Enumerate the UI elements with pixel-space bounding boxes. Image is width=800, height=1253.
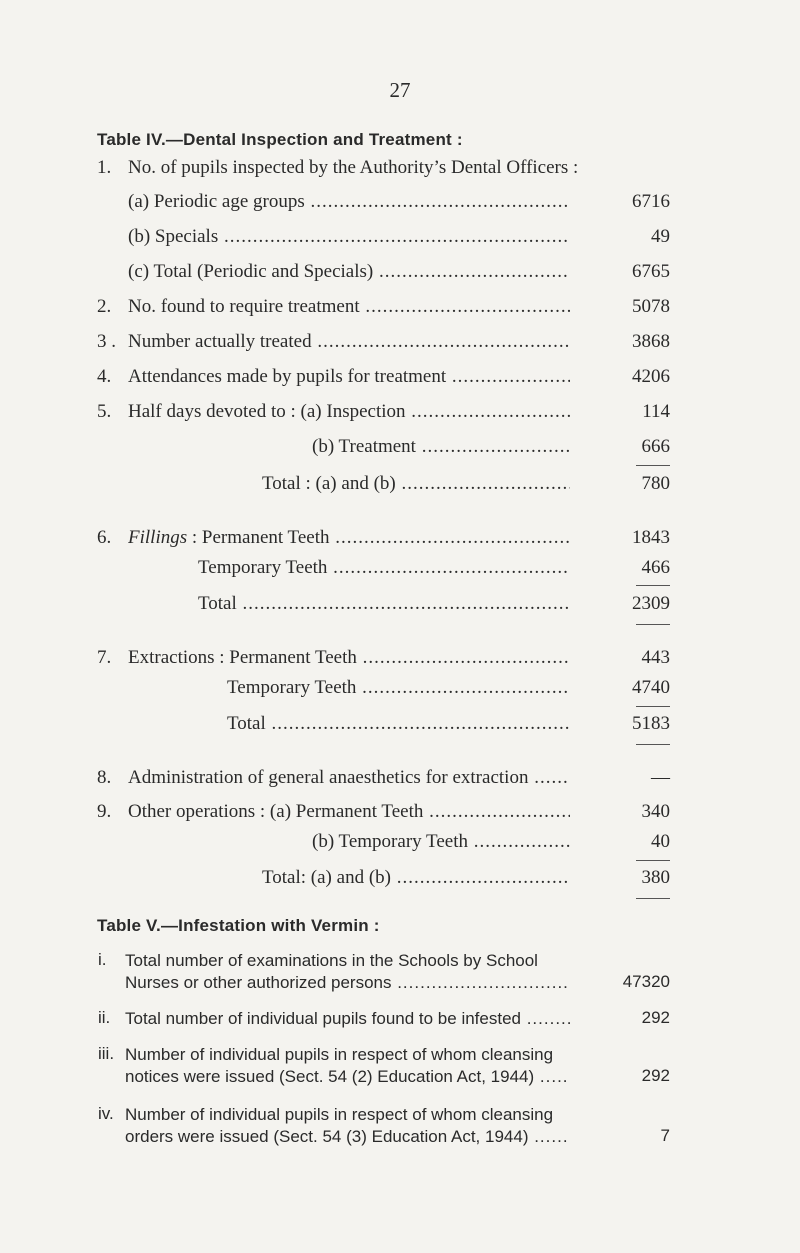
item-6-sum-rule	[636, 585, 670, 586]
item-3-label: Number actually treated .....	[128, 330, 570, 354]
item-6-total-rule	[636, 624, 670, 625]
item-6-temporary-label: Temporary Teeth .....	[198, 556, 570, 580]
item-iv-value: 7	[660, 1126, 670, 1145]
item-i-line2: Nurses or other authorized persons .....	[125, 972, 570, 994]
item-2-label: No. found to require treatment .....	[128, 295, 570, 319]
item-5-total-label: Total : (a) and (b) .....	[262, 472, 570, 496]
item-1c-row	[0, 260, 800, 284]
item-9-total-rule	[636, 898, 670, 899]
item-6-label-rest: : Permanent Teeth	[187, 527, 330, 548]
item-7-temporary-label: Temporary Teeth .....	[227, 676, 570, 700]
item-3-row	[0, 330, 800, 354]
item-8-value: —	[651, 767, 670, 788]
item-6-label	[128, 526, 570, 550]
item-5-label: Half days devoted to : (a) Inspection .....	[128, 400, 570, 424]
table-iv-title: Table IV.—Dental Inspection and Treatment :	[97, 130, 463, 149]
item-5-total-row	[0, 472, 800, 496]
item-5-total-value: 780	[641, 473, 670, 494]
item-6-row	[0, 526, 800, 550]
item-4-value: 4206	[632, 366, 670, 387]
item-2-row	[0, 295, 800, 319]
item-i-text	[125, 950, 595, 994]
item-5b-value: 666	[641, 436, 670, 457]
item-i-value: 47320	[622, 972, 670, 991]
item-i-line1: Total number of examinations in the Schools by School	[125, 951, 538, 970]
item-7-sum-rule	[636, 706, 670, 707]
item-iii-text	[125, 1044, 595, 1088]
item-iii-line1: Number of individual pupils in respect of whom cleansing	[125, 1045, 554, 1064]
item-ii-value: 292	[641, 1008, 670, 1027]
item-1-row	[0, 156, 800, 180]
item-9-number: 9.	[97, 801, 112, 822]
item-ii-text	[125, 1008, 595, 1030]
item-7-total-value: 5183	[632, 713, 670, 734]
item-9-total-value: 380	[641, 867, 670, 888]
item-6-number: 6.	[97, 527, 112, 548]
item-6-total-row	[0, 592, 800, 616]
item-1b-value: 49	[651, 226, 670, 247]
item-ii-line1: Total number of individual pupils found to be infested .....	[125, 1008, 570, 1030]
item-7-total-label: Total .....	[227, 712, 570, 736]
item-8-number: 8.	[97, 767, 112, 788]
item-5-row	[0, 400, 800, 424]
item-5-value: 114	[642, 401, 670, 422]
item-1-number: 1.	[97, 157, 112, 178]
item-9b-label: (b) Temporary Teeth .....	[312, 830, 570, 854]
item-9-value: 340	[641, 801, 670, 822]
item-7-temporary-value: 4740	[632, 677, 670, 698]
item-7-total-rule	[636, 744, 670, 745]
item-ii-number: ii.	[98, 1008, 111, 1027]
item-9-total-label: Total: (a) and (b) .....	[262, 866, 570, 890]
item-7-value: 443	[641, 647, 670, 668]
item-1a-value: 6716	[632, 191, 670, 212]
item-6-temporary-row	[0, 556, 800, 580]
item-9-total-row	[0, 866, 800, 890]
item-iv-line1: Number of individual pupils in respect of whom cleansing	[125, 1105, 554, 1124]
item-iii-value: 292	[641, 1066, 670, 1085]
item-4-row	[0, 365, 800, 389]
item-9-sum-rule	[636, 860, 670, 861]
item-8-label: Administration of general anaesthetics for extraction .....	[128, 766, 570, 790]
item-6-total-label: Total .....	[198, 592, 570, 616]
item-7-temporary-row	[0, 676, 800, 700]
item-iii-number: iii.	[98, 1044, 115, 1063]
item-5b-label: (b) Treatment .....	[312, 435, 570, 459]
item-iii-line2: notices were issued (Sect. 54 (2) Education Act, 1944) .....	[125, 1066, 570, 1088]
item-7-label: Extractions : Permanent Teeth .....	[128, 646, 570, 670]
item-6-value: 1843	[632, 527, 670, 548]
item-1a-label: (a) Periodic age groups .....	[128, 190, 570, 214]
item-i-number: i.	[98, 950, 107, 969]
item-1c-label: (c) Total (Periodic and Specials) .....	[128, 260, 570, 284]
item-1b-row	[0, 225, 800, 249]
item-7-row	[0, 646, 800, 670]
item-7-number: 7.	[97, 647, 112, 668]
item-6-temporary-value: 466	[641, 557, 670, 578]
page-number: 27	[389, 78, 411, 102]
item-5-number: 5.	[97, 401, 112, 422]
item-1c-value: 6765	[632, 261, 670, 282]
item-3-number: 3 .	[97, 331, 116, 352]
item-5b-row	[0, 435, 800, 459]
item-6-label-italic: Fillings	[128, 527, 188, 548]
item-1a-row	[0, 190, 800, 214]
item-1b-label: (b) Specials .....	[128, 225, 570, 249]
item-7-total-row	[0, 712, 800, 736]
item-9-row	[0, 800, 800, 824]
item-iv-text	[125, 1104, 595, 1148]
item-9b-value: 40	[651, 831, 670, 852]
item-6-total-value: 2309	[632, 593, 670, 614]
item-9b-row	[0, 830, 800, 854]
table-v-title: Table V.—Infestation with Vermin :	[97, 916, 380, 935]
item-8-row	[0, 766, 800, 790]
item-2-number: 2.	[97, 296, 112, 317]
item-4-label: Attendances made by pupils for treatment .....	[128, 365, 570, 389]
item-4-number: 4.	[97, 366, 112, 387]
item-3-value: 3868	[632, 331, 670, 352]
item-1-label: No. of pupils inspected by the Authority’s Dental Officers :	[128, 157, 579, 178]
item-9-label: Other operations : (a) Permanent Teeth .....	[128, 800, 570, 824]
item-5-sum-rule	[636, 465, 670, 466]
item-iv-number: iv.	[98, 1104, 114, 1123]
item-2-value: 5078	[632, 296, 670, 317]
item-iv-line2: orders were issued (Sect. 54 (3) Education Act, 1944) .....	[125, 1126, 570, 1148]
